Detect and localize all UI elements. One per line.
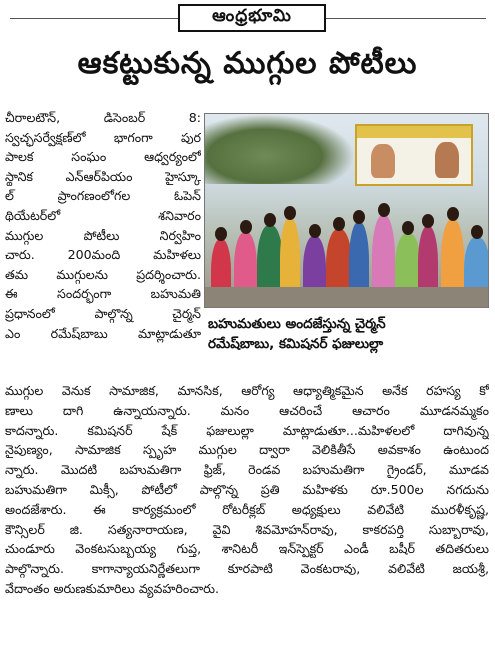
article-line: స్థానిక ఎన్ఆర్‌పియం హైస్కూ <box>5 168 201 184</box>
photo-caption <box>208 314 488 354</box>
photo-person-head <box>333 217 345 231</box>
article-line: పాల్గొన్నారు. కాగాన్యాయనిర్ణేతలుగా కూరపాటి వెంకటరావు, వలివేటి జయశ్రీ, <box>5 561 489 577</box>
article-line: న్నారు. మొదటి బహుమతిగా ఫ్రిజ్, రెండవ బహుమతిగా గ్రైండర్, మూడవ <box>5 462 489 478</box>
article-line: పాలక సంఘం ఆధ్వర్యంలో <box>5 149 201 165</box>
article-line: కాదన్నారు. కమిషనర్ షేక్ ఫజులుల్లా మాట్లాడుతూ...మహిళలలో దాగివున్న <box>5 422 489 438</box>
article-line: నైపుణ్యం, సామాజిక స్పృహ ముగ్గుల ద్వారా వెలికితీసే అవకాశం ఉంటుంద <box>5 442 489 458</box>
photo-person-head <box>240 220 252 234</box>
article-line: ఎం రమేష్‌బాబు మాట్లాడుతూ <box>5 325 201 341</box>
article-line: ప్రధానంలో పాల్గొన్న చైర్మన్ <box>5 305 201 321</box>
photo-person-head <box>402 221 414 235</box>
masthead-rule-left <box>10 18 178 19</box>
photo-person-head <box>284 206 296 220</box>
photo-person-head <box>353 210 365 224</box>
newspaper-logo[interactable]: ఆంధ్రభూమి <box>178 4 326 32</box>
article-line: చారు. 200మంది మహిళలు <box>5 247 201 263</box>
photo-banner-portrait-right <box>435 142 459 178</box>
article-line: ఈ సందర్భంగా బహుమతి <box>5 286 201 302</box>
article-line: బహుమతిగా మిక్సీ, పోటీలో పాల్గొన్న ప్రతి మహిళకు రూ.500ల నగదును <box>5 481 489 497</box>
photo-ground <box>205 287 488 307</box>
photo-banner-portrait-left <box>371 144 395 178</box>
photo-person-head <box>264 213 276 227</box>
caption-line: రమేష్‌బాబు, కమిషనర్ ఫజులుల్లా <box>208 336 384 352</box>
article-line: చీరాలటౌన్, డిసెంబర్ 8: <box>5 110 201 125</box>
photo-person-head <box>309 224 321 238</box>
article-line: ల్ ప్రాంగణంలోగల ఓపెన్ <box>5 188 201 204</box>
photo-person-head <box>422 214 434 228</box>
article-line: కౌన్సిలర్ జి. సత్యనారాయణ, వైవి శివమోహన్‌రావు, కాకరపర్తి సుబ్బారావు, <box>5 521 489 537</box>
caption-line: బహుమతులు అందజేస్తున్న చైర్మన్ <box>208 316 386 332</box>
photo-person-head <box>215 227 227 241</box>
article-line: చుండూరు వెంకటసుబ్బయ్య గుప్త, శానిటరీ ఇన్‌స్పెక్టర్ ఎండీ బషీర్ తదితరులు <box>5 541 489 557</box>
masthead <box>0 4 495 34</box>
article-line: ముగ్గుల వెనుక సామాజిక, మానసిక, ఆరోగ్య ఆధ్యాత్మికమైన అనేక రహస్య కో <box>5 383 489 398</box>
article-line: స్వచ్ఛసర్వేక్షణ్‌లో భాగంగా పుర <box>5 129 201 145</box>
photo-banner-strip <box>357 126 471 138</box>
photo-person-head <box>378 203 390 217</box>
article-headline: ఆకట్టుకున్న ముగ్గుల పోటీలు <box>77 46 418 81</box>
article-line: అందజేశారు. ఈ కార్యక్రమంలో రోటరీక్లబ్ అధ్యక్షులు వలివేటి మురళీకృష్ణ, <box>5 501 489 517</box>
article-photo <box>204 113 489 308</box>
masthead-rule-right <box>326 18 486 19</box>
article-line: ముగ్గుల పోటీలు నిర్వహిం <box>5 227 201 243</box>
photo-trees <box>205 114 355 184</box>
article-line: థియేటర్‌లో శనివారం <box>5 207 201 223</box>
article-full-width-body <box>5 381 489 599</box>
article-left-column <box>5 108 201 343</box>
photo-person-head <box>447 207 459 221</box>
article-line: తమ ముగ్గులను ప్రదర్శించారు. <box>5 266 201 282</box>
article-line: ణాలు దాగి ఉన్నాయన్నారు. మనం ఆచరించే ఆచారం మూడనమ్మకం <box>5 402 489 418</box>
photo-banner <box>355 124 473 186</box>
photo-person-head <box>471 225 483 239</box>
article-line: వేదాంతం అరుణకుమారిలు వ్యవహరించారు. <box>5 580 219 596</box>
